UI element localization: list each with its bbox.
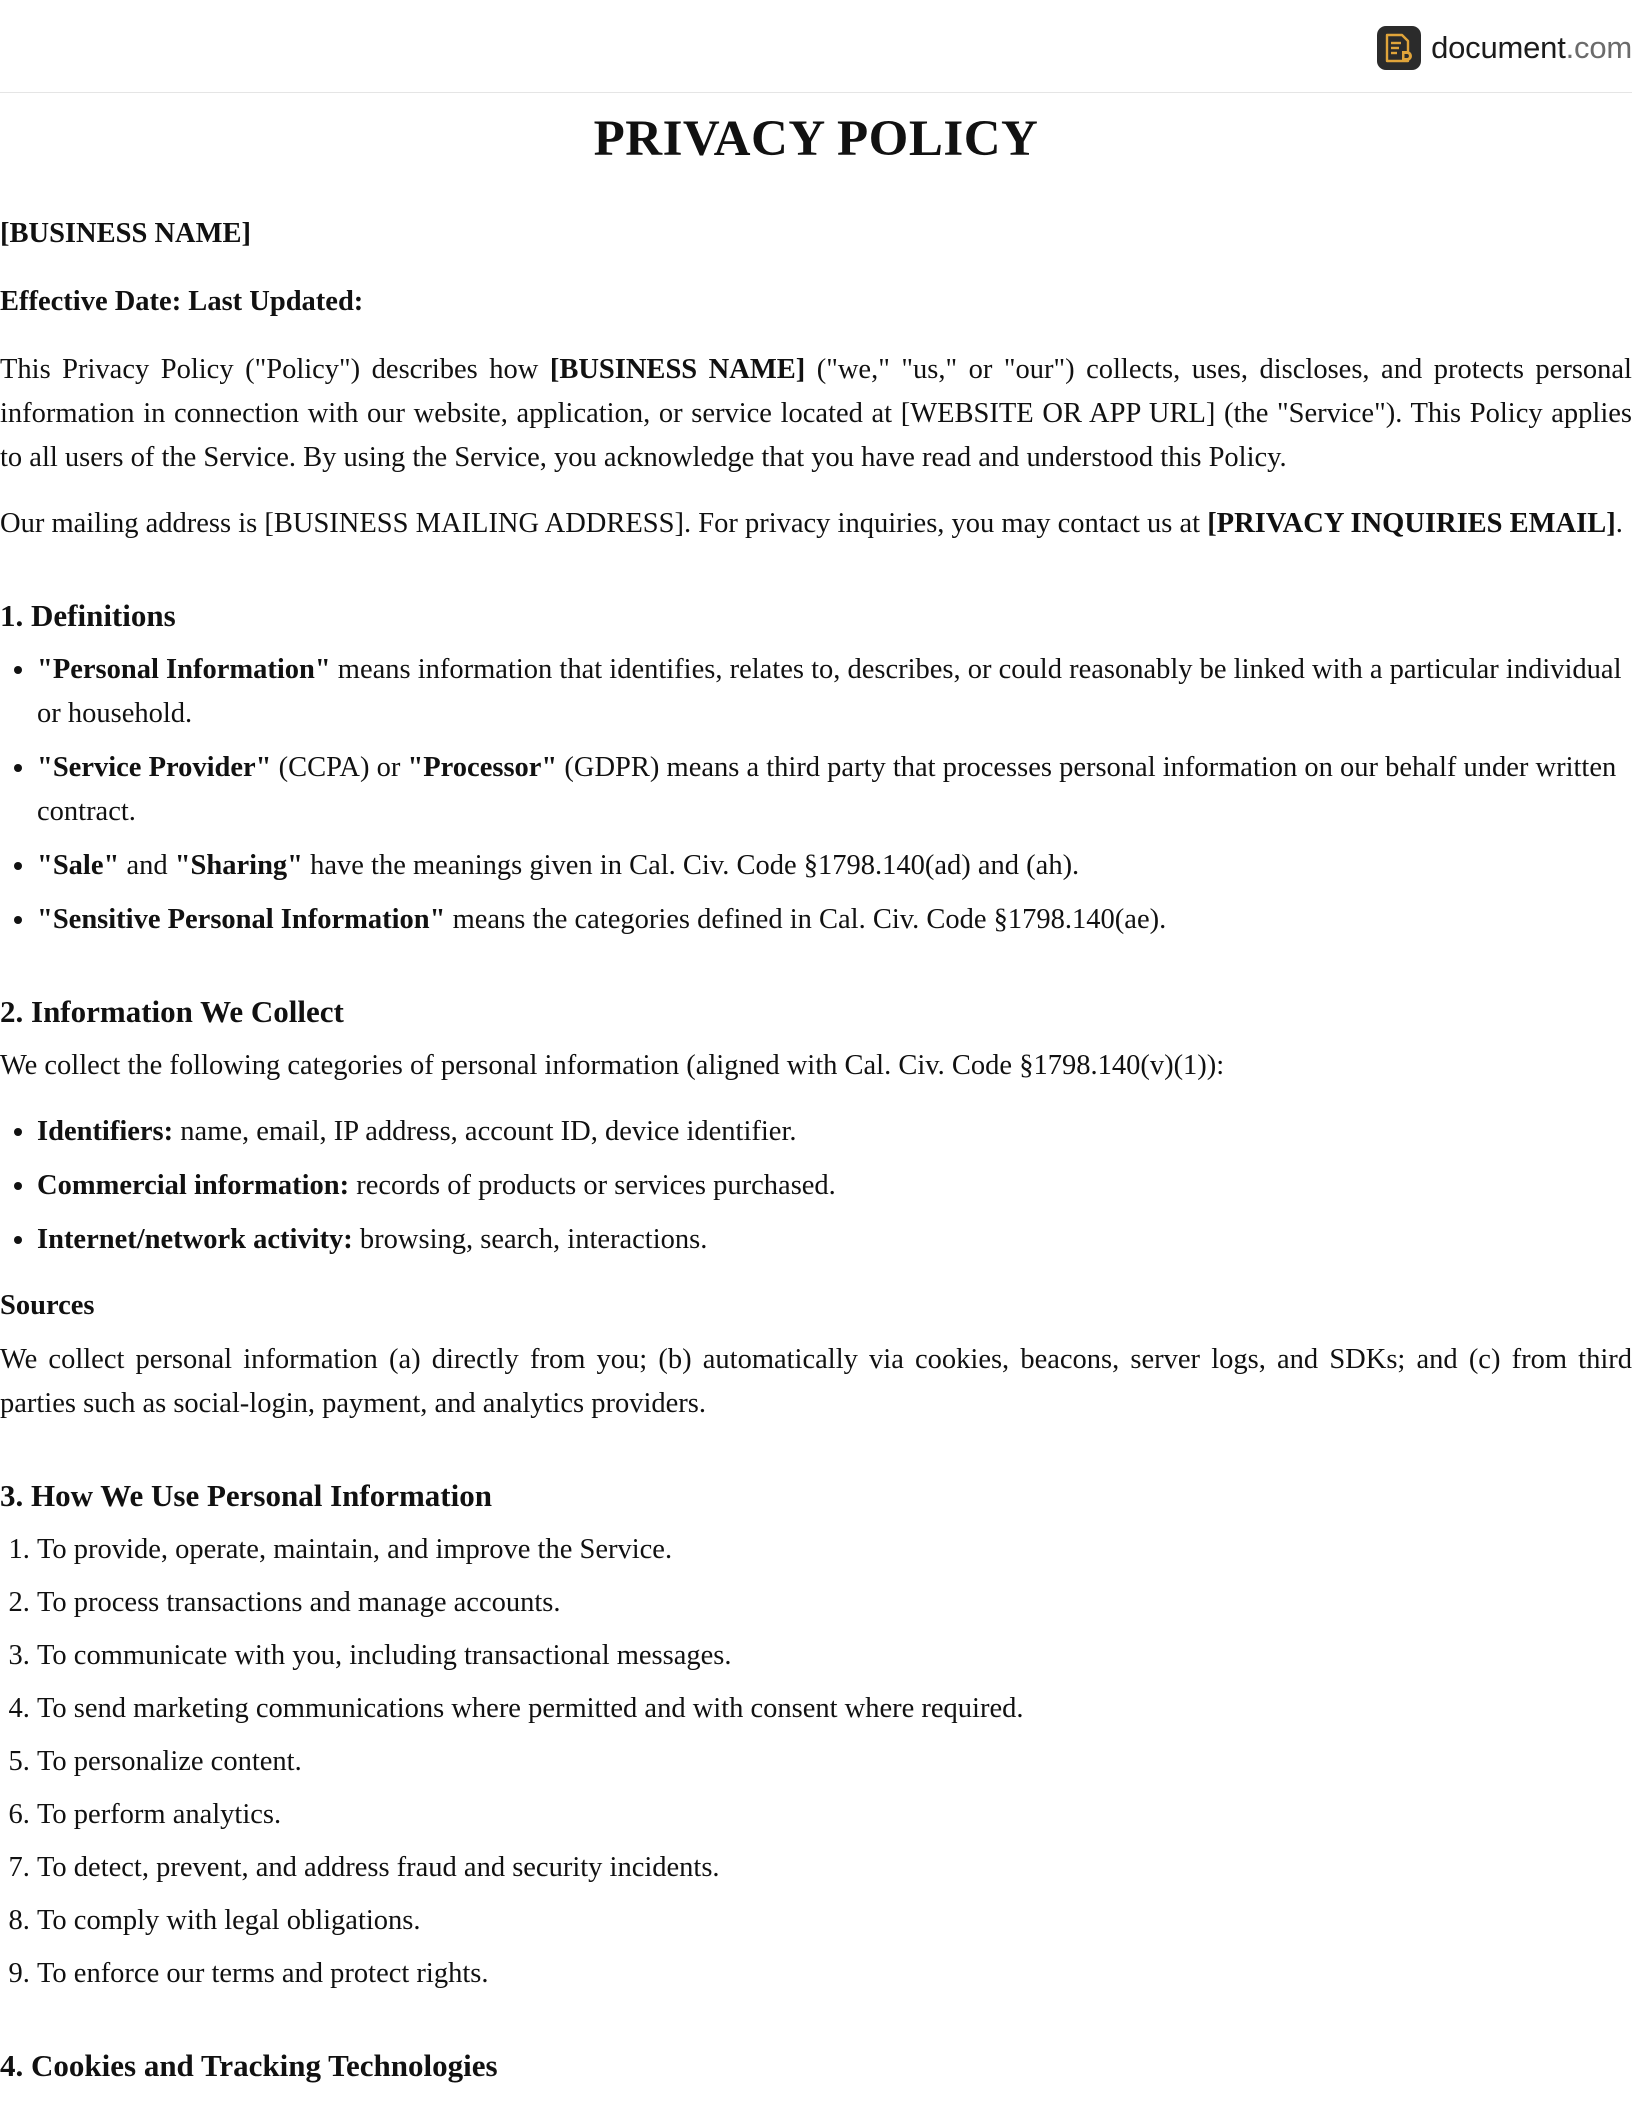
list-item: • "Sensitive Personal Information" means the categories defined in Cal. Civ. Code §1798.140(ae).	[37, 898, 1632, 942]
collect-intro: We collect the following categories of personal information (aligned with Cal. Civ. Code §1798.140(v)(1)):	[0, 1050, 1225, 1081]
collect-list	[0, 1110, 1632, 1262]
use-list	[0, 1528, 1632, 1996]
section-heading-cookies: 4. Cookies and Tracking Technologies	[0, 2048, 498, 2083]
list-item: 3. To communicate with you, including transactional messages.	[37, 1634, 1632, 1678]
effective-date: Effective Date: Last Updated:	[0, 286, 364, 317]
list-item: 9. To enforce our terms and protect rights.	[37, 1952, 1632, 1996]
brand-name: document.com	[1431, 30, 1632, 65]
sources-paragraph: We collect personal information (a) directly from you; (b) automatically via cookies, beacons, server logs, and SDKs; and (c) from third parties such as social-login, payment, and analytics providers.	[0, 1344, 1632, 1419]
section-heading-how-we-use: 3. How We Use Personal Information	[0, 1478, 492, 1513]
list-item: 1. To provide, operate, maintain, and improve the Service.	[37, 1528, 1632, 1572]
section-heading-definitions: 1. Definitions	[0, 598, 176, 633]
list-item: 2. To process transactions and manage accounts.	[37, 1581, 1632, 1625]
brand-tld: .com	[1565, 30, 1632, 65]
mailing-paragraph: Our mailing address is [BUSINESS MAILING ADDRESS]. For privacy inquiries, you may contact us at [PRIVACY INQUIRIES EMAIL].	[0, 508, 1623, 539]
list-item: • "Personal Information" means information that identifies, relates to, describes, or could reasonably be linked with a particular individual or household.	[37, 648, 1632, 736]
list-item: 6. To perform analytics.	[37, 1793, 1632, 1837]
list-item: 4. To send marketing communications where permitted and with consent where required.	[37, 1687, 1632, 1731]
sources-heading: Sources	[0, 1290, 95, 1321]
business-name: [BUSINESS NAME]	[0, 218, 252, 249]
brand-logo[interactable]	[1377, 26, 1632, 70]
definitions-list	[0, 648, 1632, 942]
list-item: • Commercial information: records of products or services purchased.	[37, 1164, 1632, 1208]
section-heading-information-we-collect: 2. Information We Collect	[0, 994, 344, 1029]
list-item: 5. To personalize content.	[37, 1740, 1632, 1784]
list-item: • "Sale" and "Sharing" have the meanings given in Cal. Civ. Code §1798.140(ad) and (ah).	[37, 844, 1632, 888]
list-item: • "Service Provider" (CCPA) or "Processor" (GDPR) means a third party that processes personal information on our behalf under written contract.	[37, 746, 1632, 834]
list-item: 7. To detect, prevent, and address fraud and security incidents.	[37, 1846, 1632, 1890]
top-bar	[0, 0, 1632, 93]
list-item: • Identifiers: name, email, IP address, account ID, device identifier.	[37, 1110, 1632, 1154]
intro-paragraph: This Privacy Policy ("Policy") describes how [BUSINESS NAME] ("we," "us," or "our") collects, uses, discloses, and protects personal information in connection with our website, application, or service located at [WEBSITE OR APP URL] (the "Service"). This Policy applies to all users of the Service. By using the Service, you acknowledge that you have read and understood this Policy.	[0, 354, 1632, 473]
document-logo-icon	[1377, 26, 1421, 70]
document-title: PRIVACY POLICY	[593, 111, 1039, 167]
list-item: 8. To comply with legal obligations.	[37, 1899, 1632, 1943]
list-item: • Internet/network activity: browsing, search, interactions.	[37, 1218, 1632, 1262]
document-body	[0, 108, 1632, 2098]
